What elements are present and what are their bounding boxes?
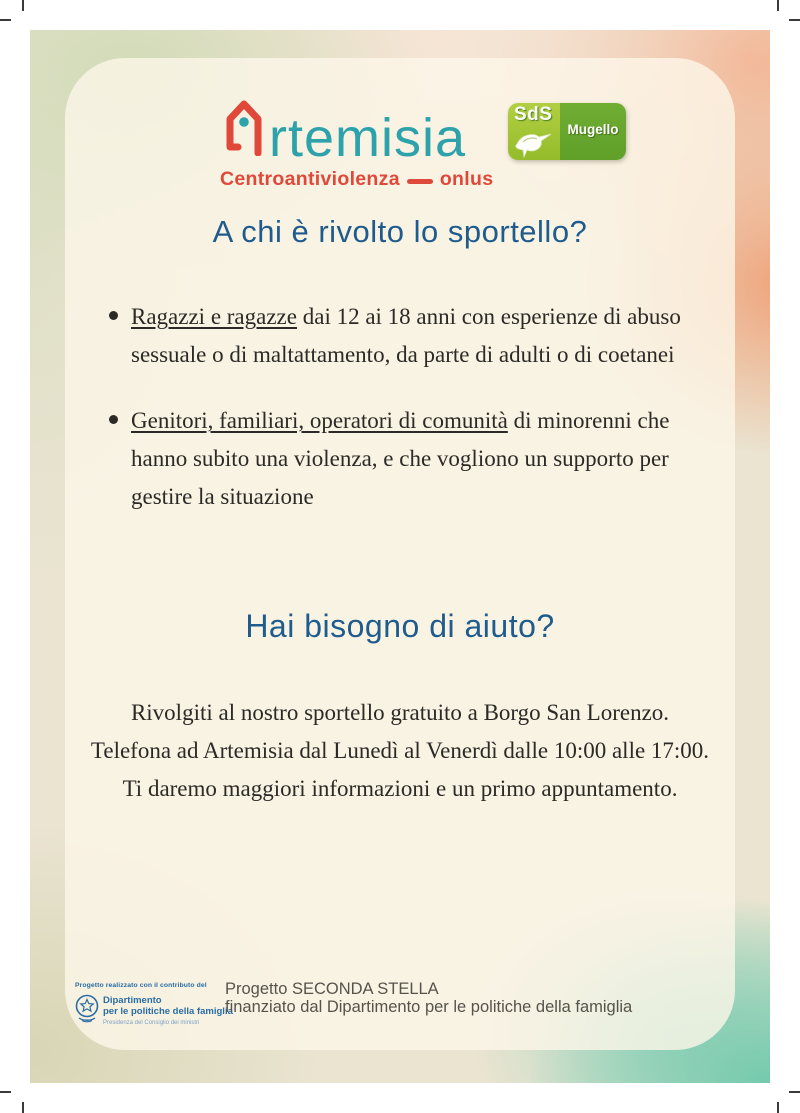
bullet-item bbox=[107, 402, 707, 516]
sds-mugello-badge bbox=[508, 103, 626, 160]
contact-line: Telefona ad Artemisia dal Lunedì al Venerdì dalle 10:00 alle 17:00. bbox=[90, 738, 710, 763]
contact-paragraph bbox=[65, 694, 735, 808]
artemisia-logo bbox=[220, 96, 493, 191]
crop-mark bbox=[0, 19, 11, 21]
project-funding: finanziato dal Dipartimento per le politiche della famiglia bbox=[225, 997, 633, 1016]
section-heading-audience: A chi è rivolto lo sportello? bbox=[212, 214, 588, 249]
crop-mark bbox=[22, 0, 24, 11]
sds-acronym: SdS bbox=[514, 104, 553, 125]
artemisia-wordmark bbox=[220, 96, 493, 168]
bullet-emphasis: Genitori, familiari, operatori di comunità bbox=[131, 408, 508, 433]
crop-mark bbox=[0, 1091, 11, 1093]
tagline-dash bbox=[407, 179, 433, 184]
bullet-emphasis: Ragazzi e ragazze bbox=[131, 304, 297, 329]
wordmark-text: rtemisia bbox=[269, 108, 467, 168]
audience-list bbox=[107, 298, 707, 516]
sds-badge-left bbox=[508, 103, 560, 160]
tagline-text: Centroantiviolenza bbox=[220, 168, 400, 190]
content-card bbox=[65, 58, 735, 1050]
project-credit bbox=[225, 981, 632, 1016]
contact-line: Rivolgiti al nostro sportello gratuito a Borgo San Lorenzo. bbox=[130, 700, 670, 725]
crop-mark bbox=[777, 0, 779, 11]
bullet-dot bbox=[109, 415, 118, 424]
sds-area-label: Mugello bbox=[567, 122, 619, 137]
brand-tagline bbox=[220, 168, 493, 191]
crop-mark bbox=[22, 1102, 24, 1113]
project-title: Progetto SECONDA STELLA bbox=[225, 980, 439, 998]
sds-badge-right bbox=[560, 103, 626, 160]
bullet-text: di minorenni che hanno subito una violenza, e che vogliono un supporto per gestire la situazione bbox=[131, 408, 670, 509]
sds-bird-icon bbox=[511, 122, 555, 158]
department-name-line1: Dipartimento bbox=[103, 995, 162, 1006]
bullet-text: dai 12 ai 18 anni con esperienze di abuso sessuale o di maltattamento, da parte di adulti o di coetanei bbox=[131, 304, 681, 367]
crop-mark bbox=[777, 1102, 779, 1113]
bullet-item bbox=[107, 298, 707, 374]
italy-emblem-icon bbox=[75, 994, 99, 1023]
crop-mark bbox=[789, 19, 800, 21]
department-name bbox=[103, 996, 233, 1017]
watercolor-background bbox=[30, 30, 770, 1083]
bullet-dot bbox=[109, 311, 118, 320]
crop-mark bbox=[789, 1091, 800, 1093]
department-name-line2: per le politiche della famiglia bbox=[103, 1005, 233, 1017]
department-subtitle: Presidenza del Consiglio dei ministri bbox=[103, 1020, 200, 1026]
house-icon bbox=[220, 96, 266, 156]
contact-line: Ti daremo maggiori informazioni e un primo appuntamento. bbox=[122, 776, 678, 801]
tagline-suffix: onlus bbox=[439, 168, 494, 190]
contribution-note: Progetto realizzato con il contributo del bbox=[75, 982, 207, 989]
section-heading-help: Hai bisogno di aiuto? bbox=[245, 608, 555, 644]
